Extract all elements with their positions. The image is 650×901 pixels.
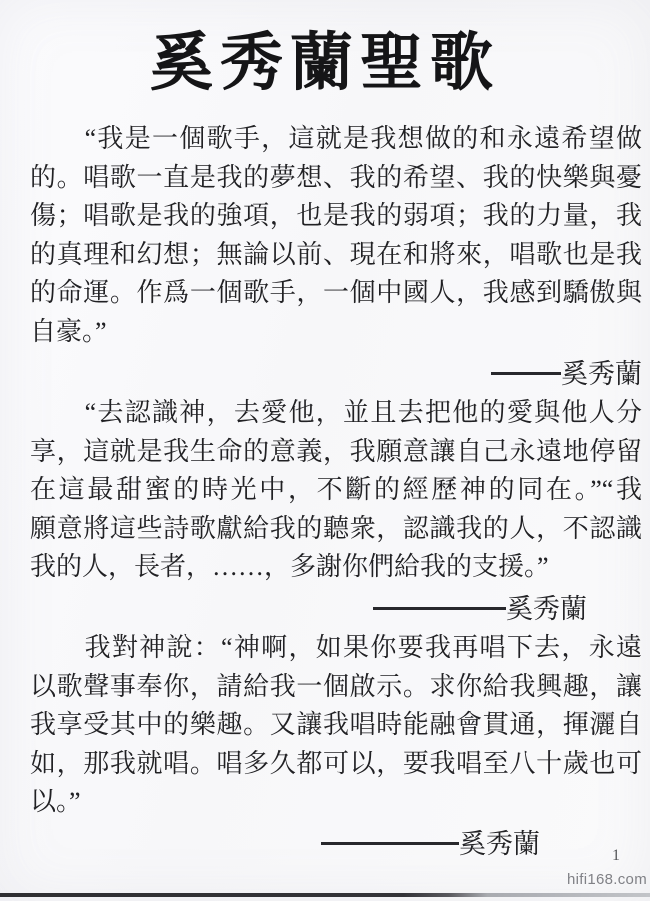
text-line: 的真理和幻想；無論以前、現在和將來，唱歌也是我 xyxy=(30,239,642,269)
text-line: 傷；唱歌是我的強項，也是我的弱項；我的力量，我 xyxy=(30,201,642,231)
attribution-name: 奚秀蘭 xyxy=(459,828,540,859)
scan-edge-line xyxy=(0,893,650,897)
text-line: 的命運。作爲一個歌手，一個中國人，我感到驕傲與 xyxy=(30,278,642,308)
attribution-name: 奚秀蘭 xyxy=(561,358,642,389)
quote-paragraph-1 xyxy=(30,120,642,393)
text-line: 我享受其中的樂趣。又讓我唱時能融會貫通，揮灑自 xyxy=(30,710,642,740)
attribution-dash xyxy=(491,372,561,375)
quote-paragraph-2 xyxy=(30,394,642,628)
text-line: 以。” xyxy=(30,787,81,817)
attribution xyxy=(30,825,642,863)
page-number: 1 xyxy=(612,847,620,864)
text-line: “我是一個歌手，這就是我想做的和永遠希望做 xyxy=(30,124,642,153)
text-line: 自豪。” xyxy=(30,316,107,346)
attribution xyxy=(30,590,642,628)
text-line: 以歌聲事奉你，請給我一個啟示。求你給我興趣，讓 xyxy=(30,671,642,701)
text-line: 在這最甜蜜的時光中，不斷的經歷神的同在。”“我 xyxy=(30,475,642,505)
attribution xyxy=(30,355,642,393)
attribution-name: 奚秀蘭 xyxy=(506,593,587,624)
text-line: “去認識神，去愛他，並且去把他的愛與他人分 xyxy=(30,398,642,427)
text-line: 我對神說：“神啊，如果你要我再唱下去，永遠 xyxy=(30,633,642,662)
page-title: 奚秀蘭聖歌 xyxy=(150,28,500,98)
watermark-text: hifi168.com xyxy=(566,871,647,888)
text-line: 如，那我就唱。唱多久都可以，要我唱至八十歲也可 xyxy=(30,748,642,778)
text-line: 願意將這些詩歌獻給我的聽衆，認識我的人，不認識 xyxy=(30,513,642,543)
attribution-dash xyxy=(321,842,459,845)
text-line: 享，這就是我生命的意義，我願意讓自己永遠地停留 xyxy=(30,436,642,466)
text-line: 的。唱歌一直是我的夢想、我的希望、我的快樂與憂 xyxy=(30,162,642,192)
attribution-dash xyxy=(373,607,506,610)
quote-paragraph-3 xyxy=(30,629,642,863)
text-line: 我的人，長者，……，多謝你們給我的支援。” xyxy=(30,552,549,582)
